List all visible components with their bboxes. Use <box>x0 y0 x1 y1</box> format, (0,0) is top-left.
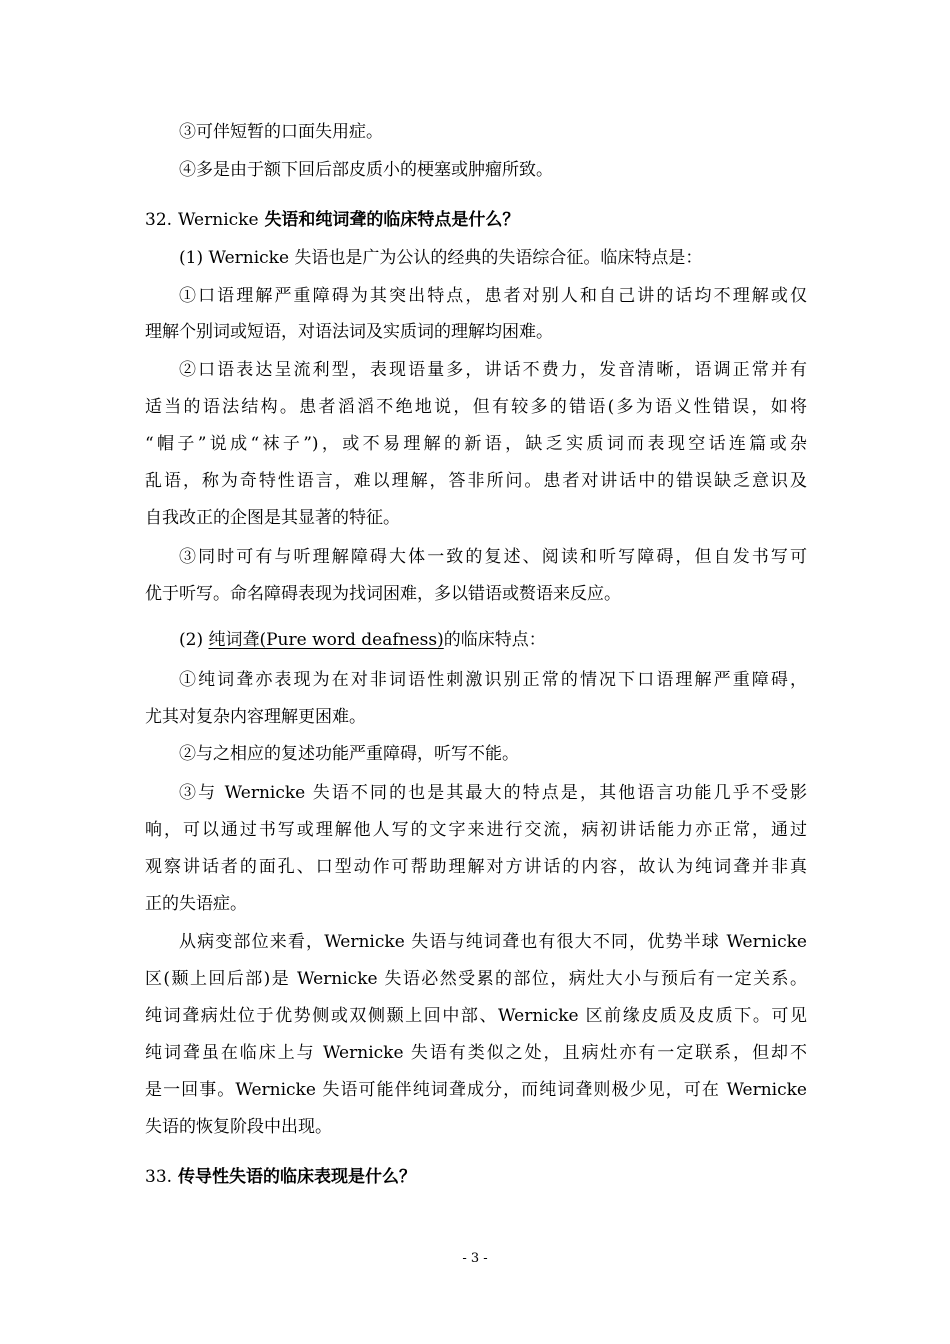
paragraph-line: 正的失语症。 <box>145 894 247 914</box>
paragraph-line: 优于听写。命名障碍表现为找词困难，多以错语或赘语来反应。 <box>145 584 621 604</box>
paragraph-line: ①纯词聋亦表现为在对非词语性刺激识别正常的情况下口语理解严重障碍， <box>179 670 807 690</box>
paragraph-line: 适当的语法结构。患者滔滔不绝地说，但有较多的错语(多为语义性错误，如将 <box>145 397 807 417</box>
page-number: - 3 - <box>462 1251 488 1266</box>
part2-intro <box>179 628 807 652</box>
intro-item-3: ③可伴短暂的口面失用症。 <box>179 122 383 142</box>
paragraph-line: ①口语理解严重障碍为其突出特点，患者对别人和自己讲的话均不理解或仅 <box>179 286 807 306</box>
paragraph-line: 理解个别词或短语，对语法词及实质词的理解均困难。 <box>145 322 553 342</box>
paragraph-line: 乱语，称为奇特性语言，难以理解，答非所问。患者对讲话中的错误缺乏意识及 <box>145 471 807 491</box>
paragraph-line: 纯词聋病灶位于优势侧或双侧颞上回中部、Wernicke 区前缘皮质及皮质下。可见 <box>145 1006 807 1026</box>
paragraph-line: 区(颞上回后部)是 Wernicke 失语必然受累的部位，病灶大小与预后有一定关系。 <box>145 969 807 989</box>
paragraph-line: ②与之相应的复述功能严重障碍，听写不能。 <box>179 744 519 764</box>
paragraph-line: ②口语表达呈流利型，表现语量多，讲话不费力，发音清晰，语调正常并有 <box>179 360 807 380</box>
paragraph-line: 响，可以通过书写或理解他人写的文字来进行交流，病初讲话能力亦正常，通过 <box>145 820 807 840</box>
paragraph-line: 自我改正的企图是其显著的特征。 <box>145 508 400 528</box>
intro-item-4: ④多是由于额下回后部皮质小的梗塞或肿瘤所致。 <box>179 160 553 180</box>
part2-prefix: (2) <box>179 630 209 650</box>
paragraph-line: 失语的恢复阶段中出现。 <box>145 1117 332 1137</box>
paragraph-line: 从病变部位来看，Wernicke 失语与纯词聋也有很大不同，优势半球 Wernicke <box>179 932 807 952</box>
pure-word-deafness-term: 纯词聋(Pure word deafness) <box>208 630 444 650</box>
paragraph-line: 纯词聋虽在临床上与 Wernicke 失语有类似之处，且病灶亦有一定联系，但却不 <box>145 1043 807 1063</box>
question-number: 33. <box>145 1167 173 1187</box>
question-title-cn: 传导性失语的临床表现是什么？ <box>177 1167 416 1187</box>
paragraph-line: “帽子”说成“袜子”)，或不易理解的新语，缺乏实质词而表现空话连篇或杂 <box>145 434 807 454</box>
paragraph-line: 观察讲话者的面孔、口型动作可帮助理解对方讲话的内容，故认为纯词聋并非真 <box>145 857 807 877</box>
question-title-cn: 失语和纯词聋的临床特点是什么？ <box>264 210 520 230</box>
question-number: 32. <box>145 210 173 230</box>
question-32-heading <box>145 208 807 232</box>
paragraph-line: ③同时可有与听理解障碍大体一致的复述、阅读和听写障碍，但自发书写可 <box>179 547 807 567</box>
part2-suffix: 的临床特点： <box>443 630 546 650</box>
question-33-heading <box>145 1165 807 1189</box>
paragraph-line: 是一回事。Wernicke 失语可能伴纯词聋成分，而纯词聋则极少见，可在 Wernicke <box>145 1080 807 1100</box>
paragraph-line: 尤其对复杂内容理解更困难。 <box>145 707 366 727</box>
paragraph-line: ③与 Wernicke 失语不同的也是其最大的特点是，其他语言功能几乎不受影 <box>179 783 807 803</box>
part1-intro: (1) Wernicke 失语也是广为公认的经典的失语综合征。临床特点是： <box>179 248 703 268</box>
question-title-en: Wernicke <box>177 210 259 230</box>
